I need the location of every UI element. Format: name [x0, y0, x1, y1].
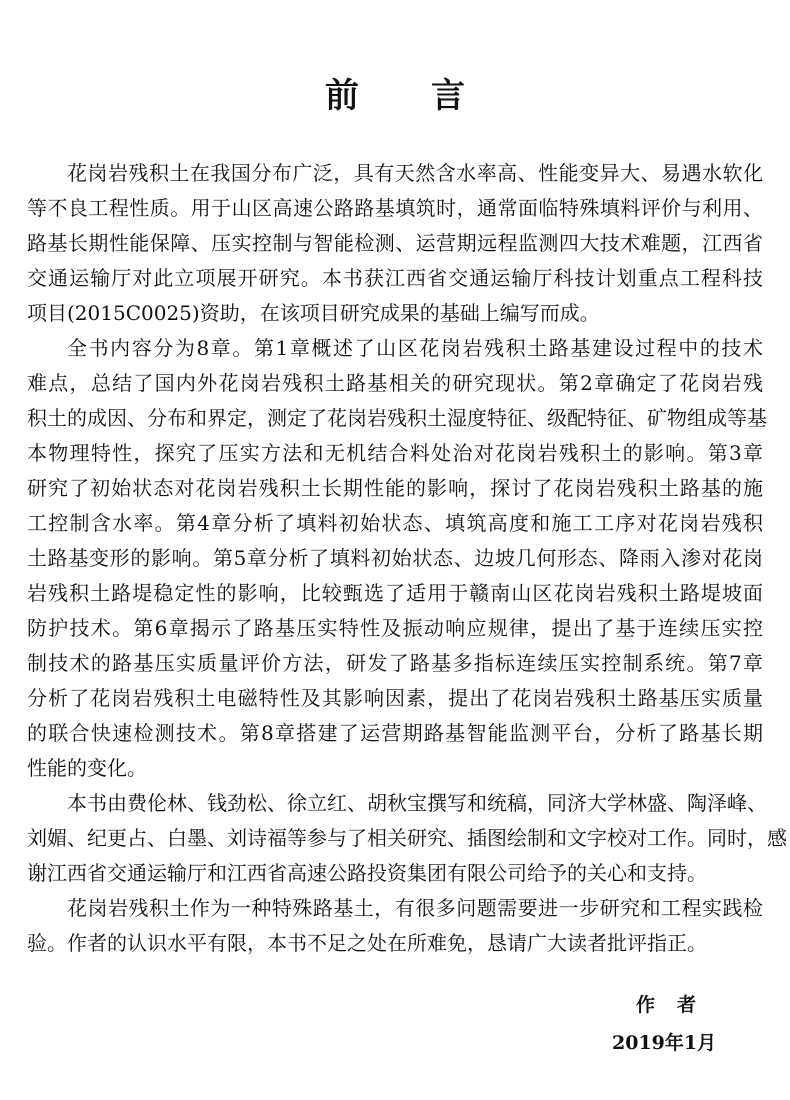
- title-char: 言: [431, 76, 465, 116]
- paragraph-1: [27, 156, 763, 331]
- text-line: 交通运输厅对此立项展开研究。本书获江西省交通运输厅科技计划重点工程科技: [27, 266, 763, 290]
- text-line: 路基长期性能保障、压实控制与智能检测、运营期远程监测四大技术难题，江西省: [27, 231, 763, 255]
- text-line: 验。作者的认识水平有限，本书不足之处在所难免，恳请广大读者批评指正。: [27, 931, 707, 955]
- text-line: 研究了初始状态对花岗岩残积土长期性能的影响，探讨了花岗岩残积土路基的施: [27, 476, 763, 500]
- text-line: 全书内容分为8章。第1章概述了山区花岗岩残积土路基建设过程中的技术: [67, 336, 763, 360]
- text-line: 等不良工程性质。用于山区高速公路路基填筑时，通常面临特殊填料评价与利用、: [27, 196, 763, 220]
- text-line: 防护技术。第6章揭示了路基压实特性及振动响应规律，提出了基于连续压实控: [27, 616, 763, 640]
- text-line: 本书由费伦林、钱劲松、徐立红、胡秋宝撰写和统稿，同济大学林盛、陶泽峰、: [67, 791, 767, 815]
- text-line: 项目(2015C0025)资助，在该项目研究成果的基础上编写而成。: [27, 301, 600, 325]
- preface-body: [27, 156, 787, 961]
- text-line: 难点，总结了国内外花岗岩残积土路基相关的研究现状。第2章确定了花岗岩残: [27, 371, 763, 395]
- text-line: 工控制含水率。第4章分析了填料初始状态、填筑高度和施工工序对花岗岩残积: [27, 511, 763, 535]
- text-line: 制技术的路基压实质量评价方法，研发了路基多指标连续压实控制系统。第7章: [27, 651, 763, 675]
- text-line: 花岗岩残积土作为一种特殊路基土，有很多问题需要进一步研究和工程实践检: [67, 896, 763, 920]
- text-line: 性能的变化。: [27, 756, 147, 780]
- text-line: 土路基变形的影响。第5章分析了填料初始状态、边坡几何形态、降雨入渗对花岗: [27, 546, 763, 570]
- paragraph-2: [27, 331, 767, 786]
- text-line: 刘媚、纪更占、白墨、刘诗福等参与了相关研究、插图绘制和文字校对工作。同时，感: [27, 826, 787, 850]
- signature-date: 2019年1月: [612, 1032, 717, 1054]
- title-char: 前: [325, 76, 359, 116]
- text-line: 的联合快速检测技术。第8章搭建了运营期路基智能监测平台，分析了路基长期: [27, 721, 763, 745]
- text-line: 积土的成因、分布和界定，测定了花岗岩残积土湿度特征、级配特征、矿物组成等基: [27, 406, 767, 430]
- text-line: 花岗岩残积土在我国分布广泛，具有天然含水率高、性能变异大、易遇水软化: [67, 161, 763, 185]
- paragraph-3: [27, 786, 787, 891]
- page-title: [0, 68, 790, 117]
- text-line: 本物理特性，探究了压实方法和无机结合料处治对花岗岩残积土的影响。第3章: [27, 441, 763, 465]
- text-line: 谢江西省交通运输厅和江西省高速公路投资集团有限公司给予的关心和支持。: [27, 861, 707, 885]
- paragraph-4: [27, 891, 763, 961]
- text-line: 岩残积土路堤稳定性的影响，比较甄选了适用于赣南山区花岗岩残积土路堤坡面: [27, 581, 763, 605]
- text-line: 分析了花岗岩残积土电磁特性及其影响因素，提出了花岗岩残积土路基压实质量: [27, 686, 763, 710]
- signature-author: 作者: [636, 994, 719, 1016]
